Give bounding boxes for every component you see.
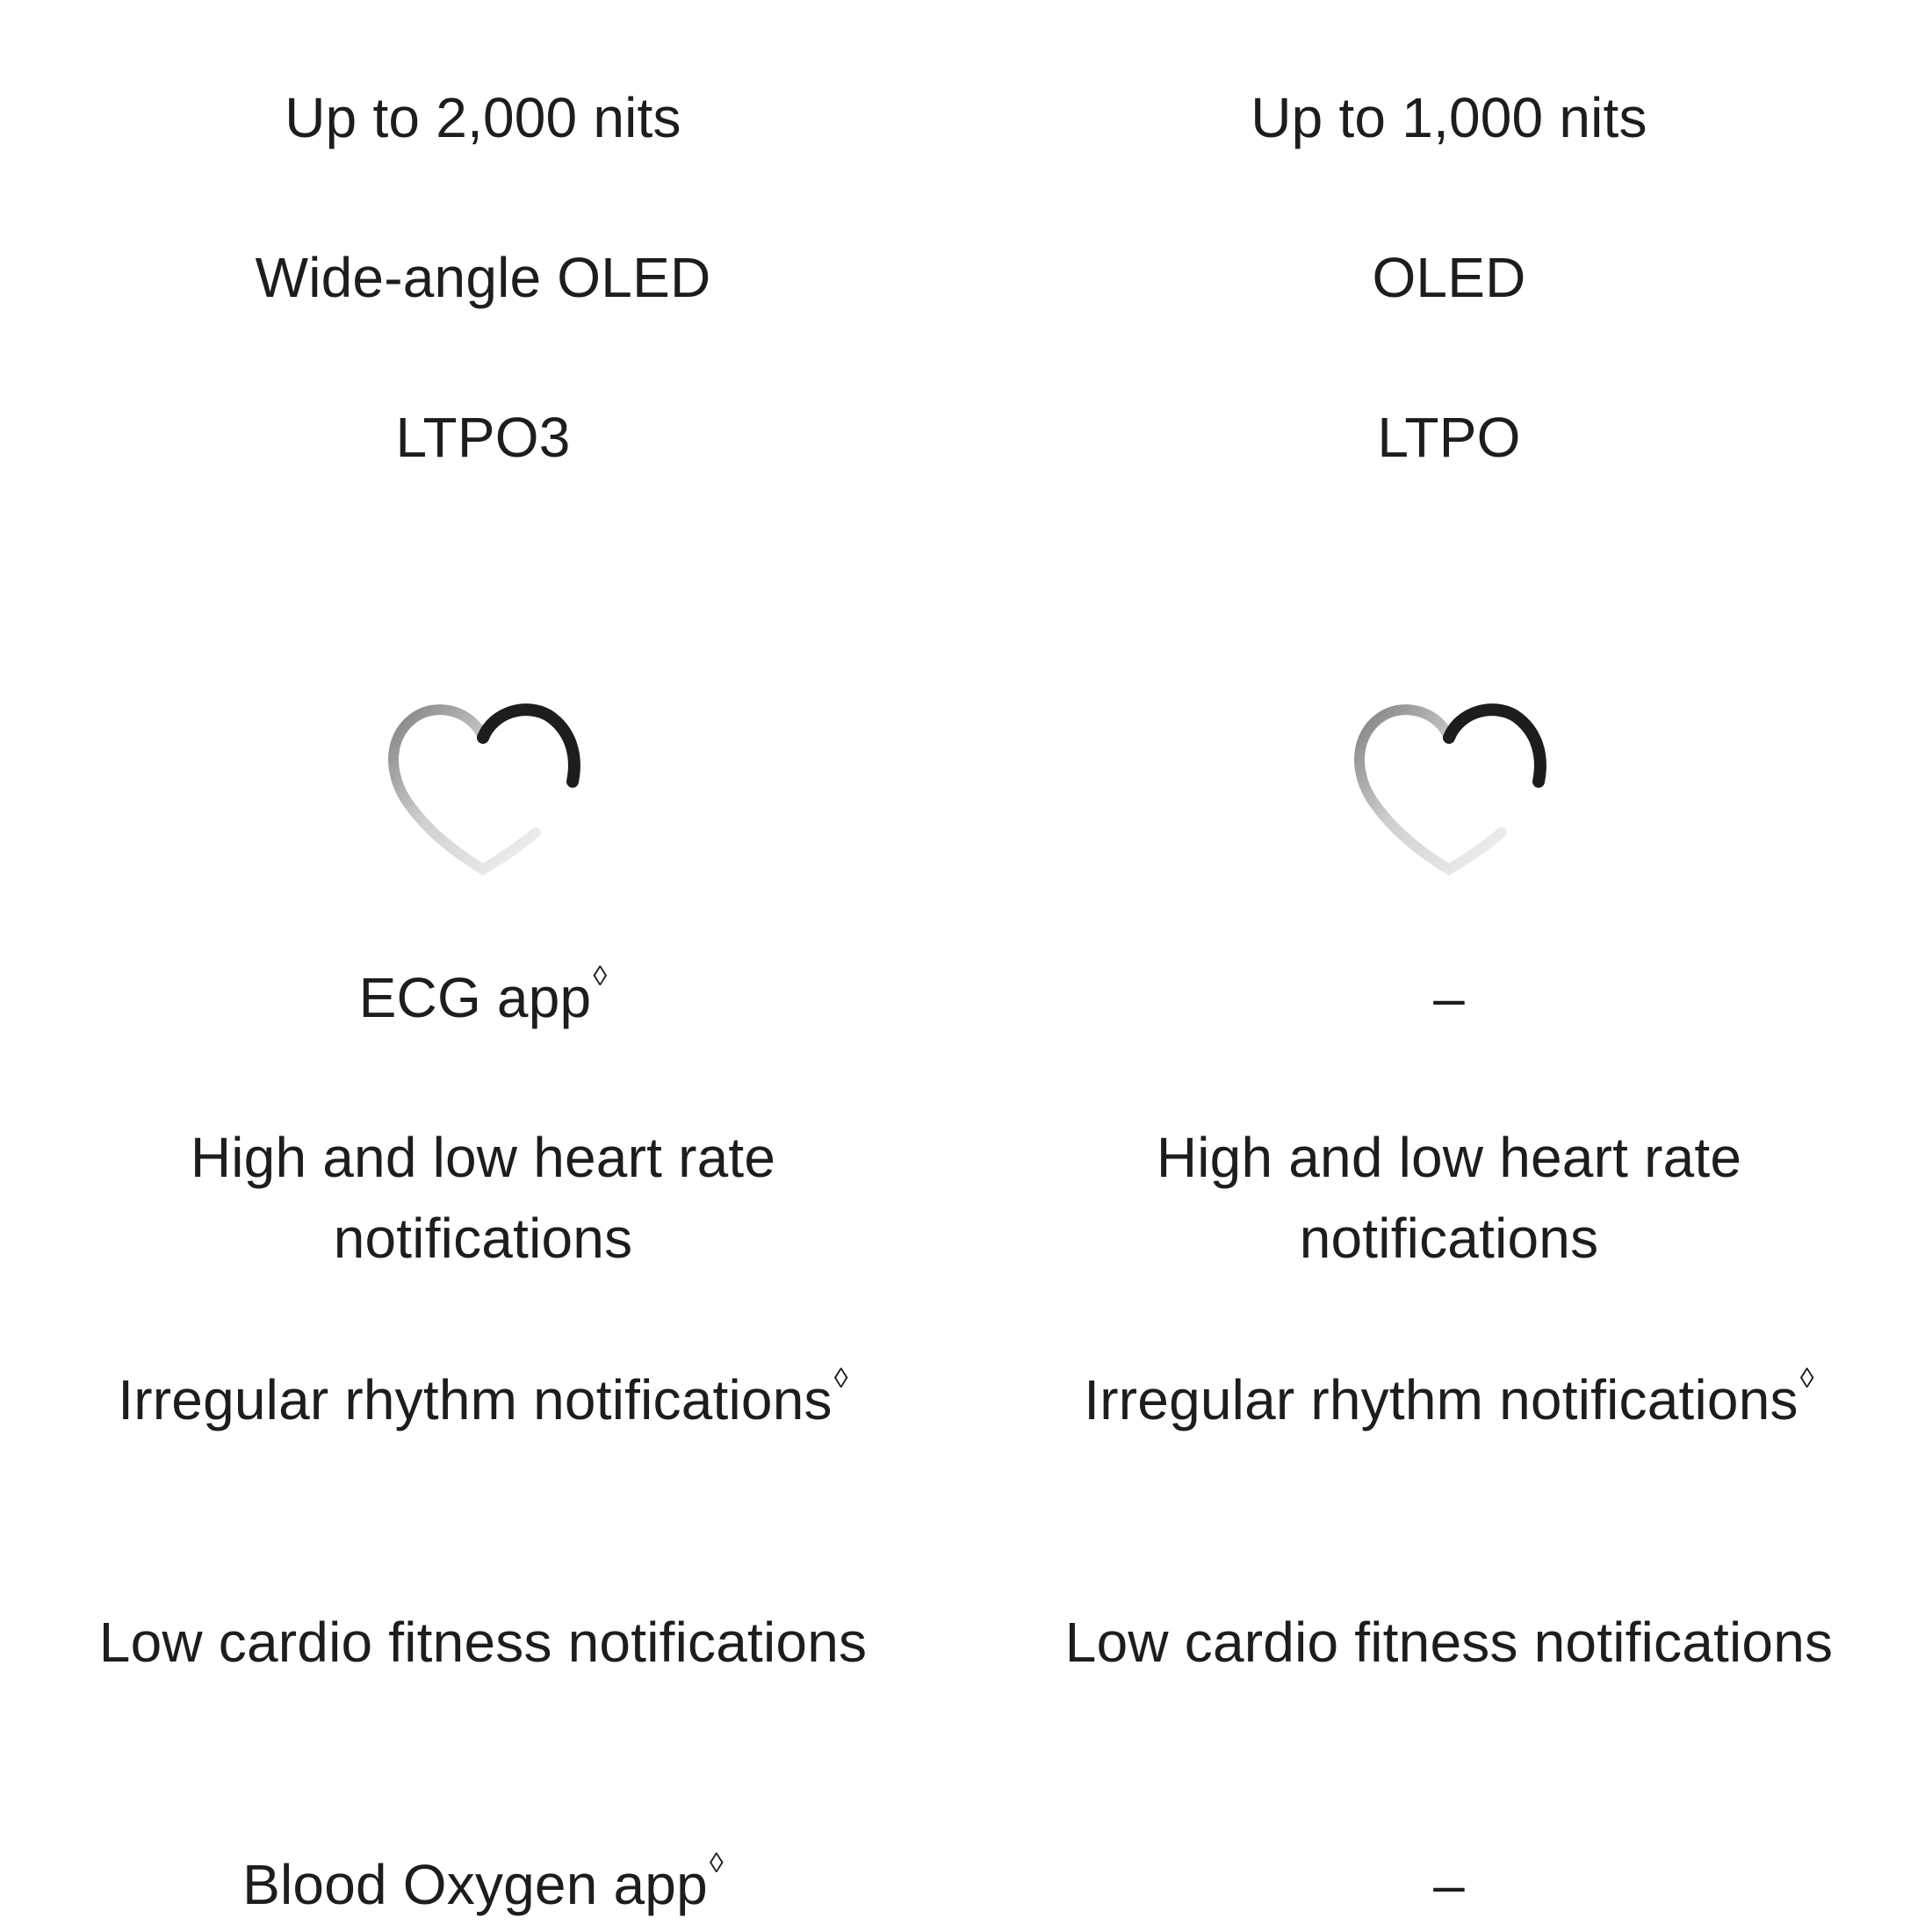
footnote-mark: ◊	[1799, 1362, 1814, 1394]
irregular-rhythm-label: Irregular rhythm notifications	[118, 1368, 833, 1431]
display-type: OLED	[1372, 246, 1526, 309]
panel-technology: LTPO3	[395, 406, 571, 469]
brightness-value: Up to 2,000 nits	[285, 86, 681, 149]
brightness-value: Up to 1,000 nits	[1251, 86, 1647, 149]
ecg-app	[88, 957, 878, 1038]
panel-technology: LTPO	[1377, 406, 1521, 469]
heart-rate-notifications: High and low heart rate notifications	[1156, 1126, 1742, 1270]
irregular-rhythm-notifications	[88, 1359, 878, 1440]
footnote-mark: ◊	[709, 1847, 724, 1878]
blood-oxygen-app-unavailable	[1054, 1844, 1844, 1925]
dash-indicator: –	[1433, 966, 1465, 1029]
ecg-app-unavailable	[1054, 957, 1844, 1038]
compare-column-right	[966, 0, 1932, 1932]
ecg-app-label: ECG app	[358, 966, 592, 1029]
footnote-mark: ◊	[593, 960, 608, 991]
dash-indicator: –	[1433, 1853, 1465, 1916]
heart-icon	[369, 685, 597, 896]
footnote-mark: ◊	[833, 1362, 848, 1394]
heart-icon-svg	[1335, 685, 1563, 896]
heart-icon	[1335, 685, 1563, 896]
blood-oxygen-app	[88, 1844, 878, 1925]
display-type: Wide-angle OLED	[255, 246, 711, 309]
irregular-rhythm-label: Irregular rhythm notifications	[1084, 1368, 1799, 1431]
low-cardio-fitness-notifications: Low cardio fitness notifications	[1064, 1611, 1834, 1674]
heart-rate-notifications: High and low heart rate notifications	[190, 1126, 776, 1270]
heart-icon-svg	[369, 685, 597, 896]
irregular-rhythm-notifications	[1054, 1359, 1844, 1440]
low-cardio-fitness-notifications: Low cardio fitness notifications	[98, 1611, 868, 1674]
blood-oxygen-label: Blood Oxygen app	[242, 1853, 708, 1916]
